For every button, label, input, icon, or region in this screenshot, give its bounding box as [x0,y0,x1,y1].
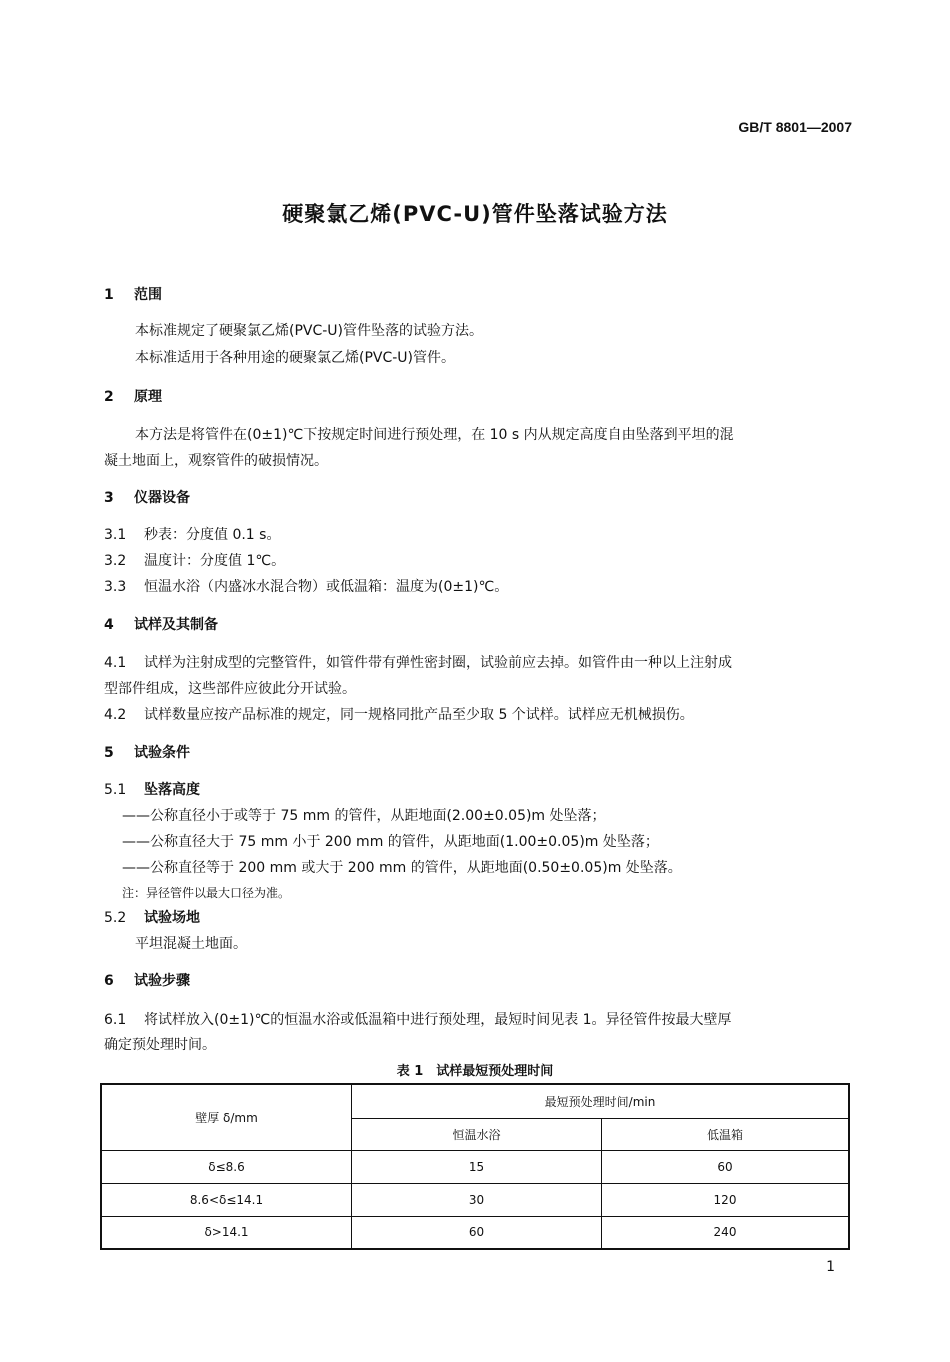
section-4-heading: 4 试样及其制备 [104,617,218,633]
section-4-item-1-line-1: 4.1 试样为注射成型的完整管件，如管件带有弹性密封圈，试验前应去掉。如管件由一种以上注射成 [104,655,732,671]
header-min-time: 最短预处理时间/min [352,1084,850,1118]
drop-height-item-2: ——公称直径大于 75 mm 小于 200 mm 的管件，从距地面(1.00±0.05)m 处坠落； [122,834,659,850]
section-4-item-2: 4.2 试样数量应按产品标准的规定，同一规格同批产品至少取 5 个试样。试样应无机械损伤。 [104,707,694,723]
section-5-item-1-heading: 5.1 坠落高度 [104,782,200,798]
cell-bath: 60 [352,1216,602,1249]
standard-code: GB/T 8801—2007 [738,119,852,135]
section-1-heading: 1 范围 [104,287,162,303]
cell-box: 240 [602,1216,850,1249]
section-1-paragraph-2: 本标准适用于各种用途的硬聚氯乙烯(PVC-U)管件。 [135,350,456,366]
cell-box: 60 [602,1150,850,1183]
header-water-bath: 恒温水浴 [352,1118,602,1150]
cell-box: 120 [602,1183,850,1216]
section-4-item-1-line-2: 型部件组成，这些部件应彼此分开试验。 [104,681,356,697]
document-title: 硬聚氯乙烯(PVC-U)管件坠落试验方法 [282,202,668,226]
section-1-paragraph-1: 本标准规定了硬聚氯乙烯(PVC-U)管件坠落的试验方法。 [135,323,484,339]
page-number: 1 [826,1259,835,1275]
section-6-item-1-line-2: 确定预处理时间。 [104,1037,216,1053]
table-1-caption: 表 1 试样最短预处理时间 [396,1064,554,1079]
table-row [101,1183,849,1216]
table-1 [100,1083,850,1250]
section-3-item-3: 3.3 恒温水浴（内盛冰水混合物）或低温箱：温度为(0±1)℃。 [104,579,509,595]
section-3-item-2: 3.2 温度计：分度值 1℃。 [104,553,286,569]
section-3-item-1: 3.1 秒表：分度值 0.1 s。 [104,527,281,543]
header-low-temp-box: 低温箱 [602,1118,850,1150]
drop-height-item-1: ——公称直径小于或等于 75 mm 的管件，从距地面(2.00±0.05)m 处坠落； [122,808,606,824]
drop-height-item-3: ——公称直径等于 200 mm 或大于 200 mm 的管件，从距地面(0.50±0.05)m 处坠落。 [122,860,682,876]
section-2-heading: 2 原理 [104,389,162,405]
section-2-paragraph-line-2: 凝土地面上，观察管件的破损情况。 [104,453,328,469]
section-2-paragraph-line-1: 本方法是将管件在(0±1)℃下按规定时间进行预处理，在 10 s 内从规定高度自由坠落到平坦的混 [135,427,734,443]
section-5-note: 注：异径管件以最大口径为准。 [122,886,291,900]
header-wall-thickness: 壁厚 δ/mm [101,1084,352,1150]
section-6-item-1-line-1: 6.1 将试样放入(0±1)℃的恒温水浴或低温箱中进行预处理，最短时间见表 1。异径管件按最大壁厚 [104,1012,732,1028]
cell-wall: 8.6<δ≤14.1 [101,1183,352,1216]
cell-wall: δ>14.1 [101,1216,352,1249]
section-5-heading: 5 试验条件 [104,745,190,761]
section-5-item-2-heading: 5.2 试验场地 [104,910,200,926]
table-row [101,1216,849,1249]
section-3-heading: 3 仪器设备 [104,490,190,506]
section-5-item-2-text: 平坦混凝土地面。 [135,936,247,952]
cell-bath: 15 [352,1150,602,1183]
cell-bath: 30 [352,1183,602,1216]
table-row [101,1150,849,1183]
cell-wall: δ≤8.6 [101,1150,352,1183]
section-6-heading: 6 试验步骤 [104,973,190,989]
